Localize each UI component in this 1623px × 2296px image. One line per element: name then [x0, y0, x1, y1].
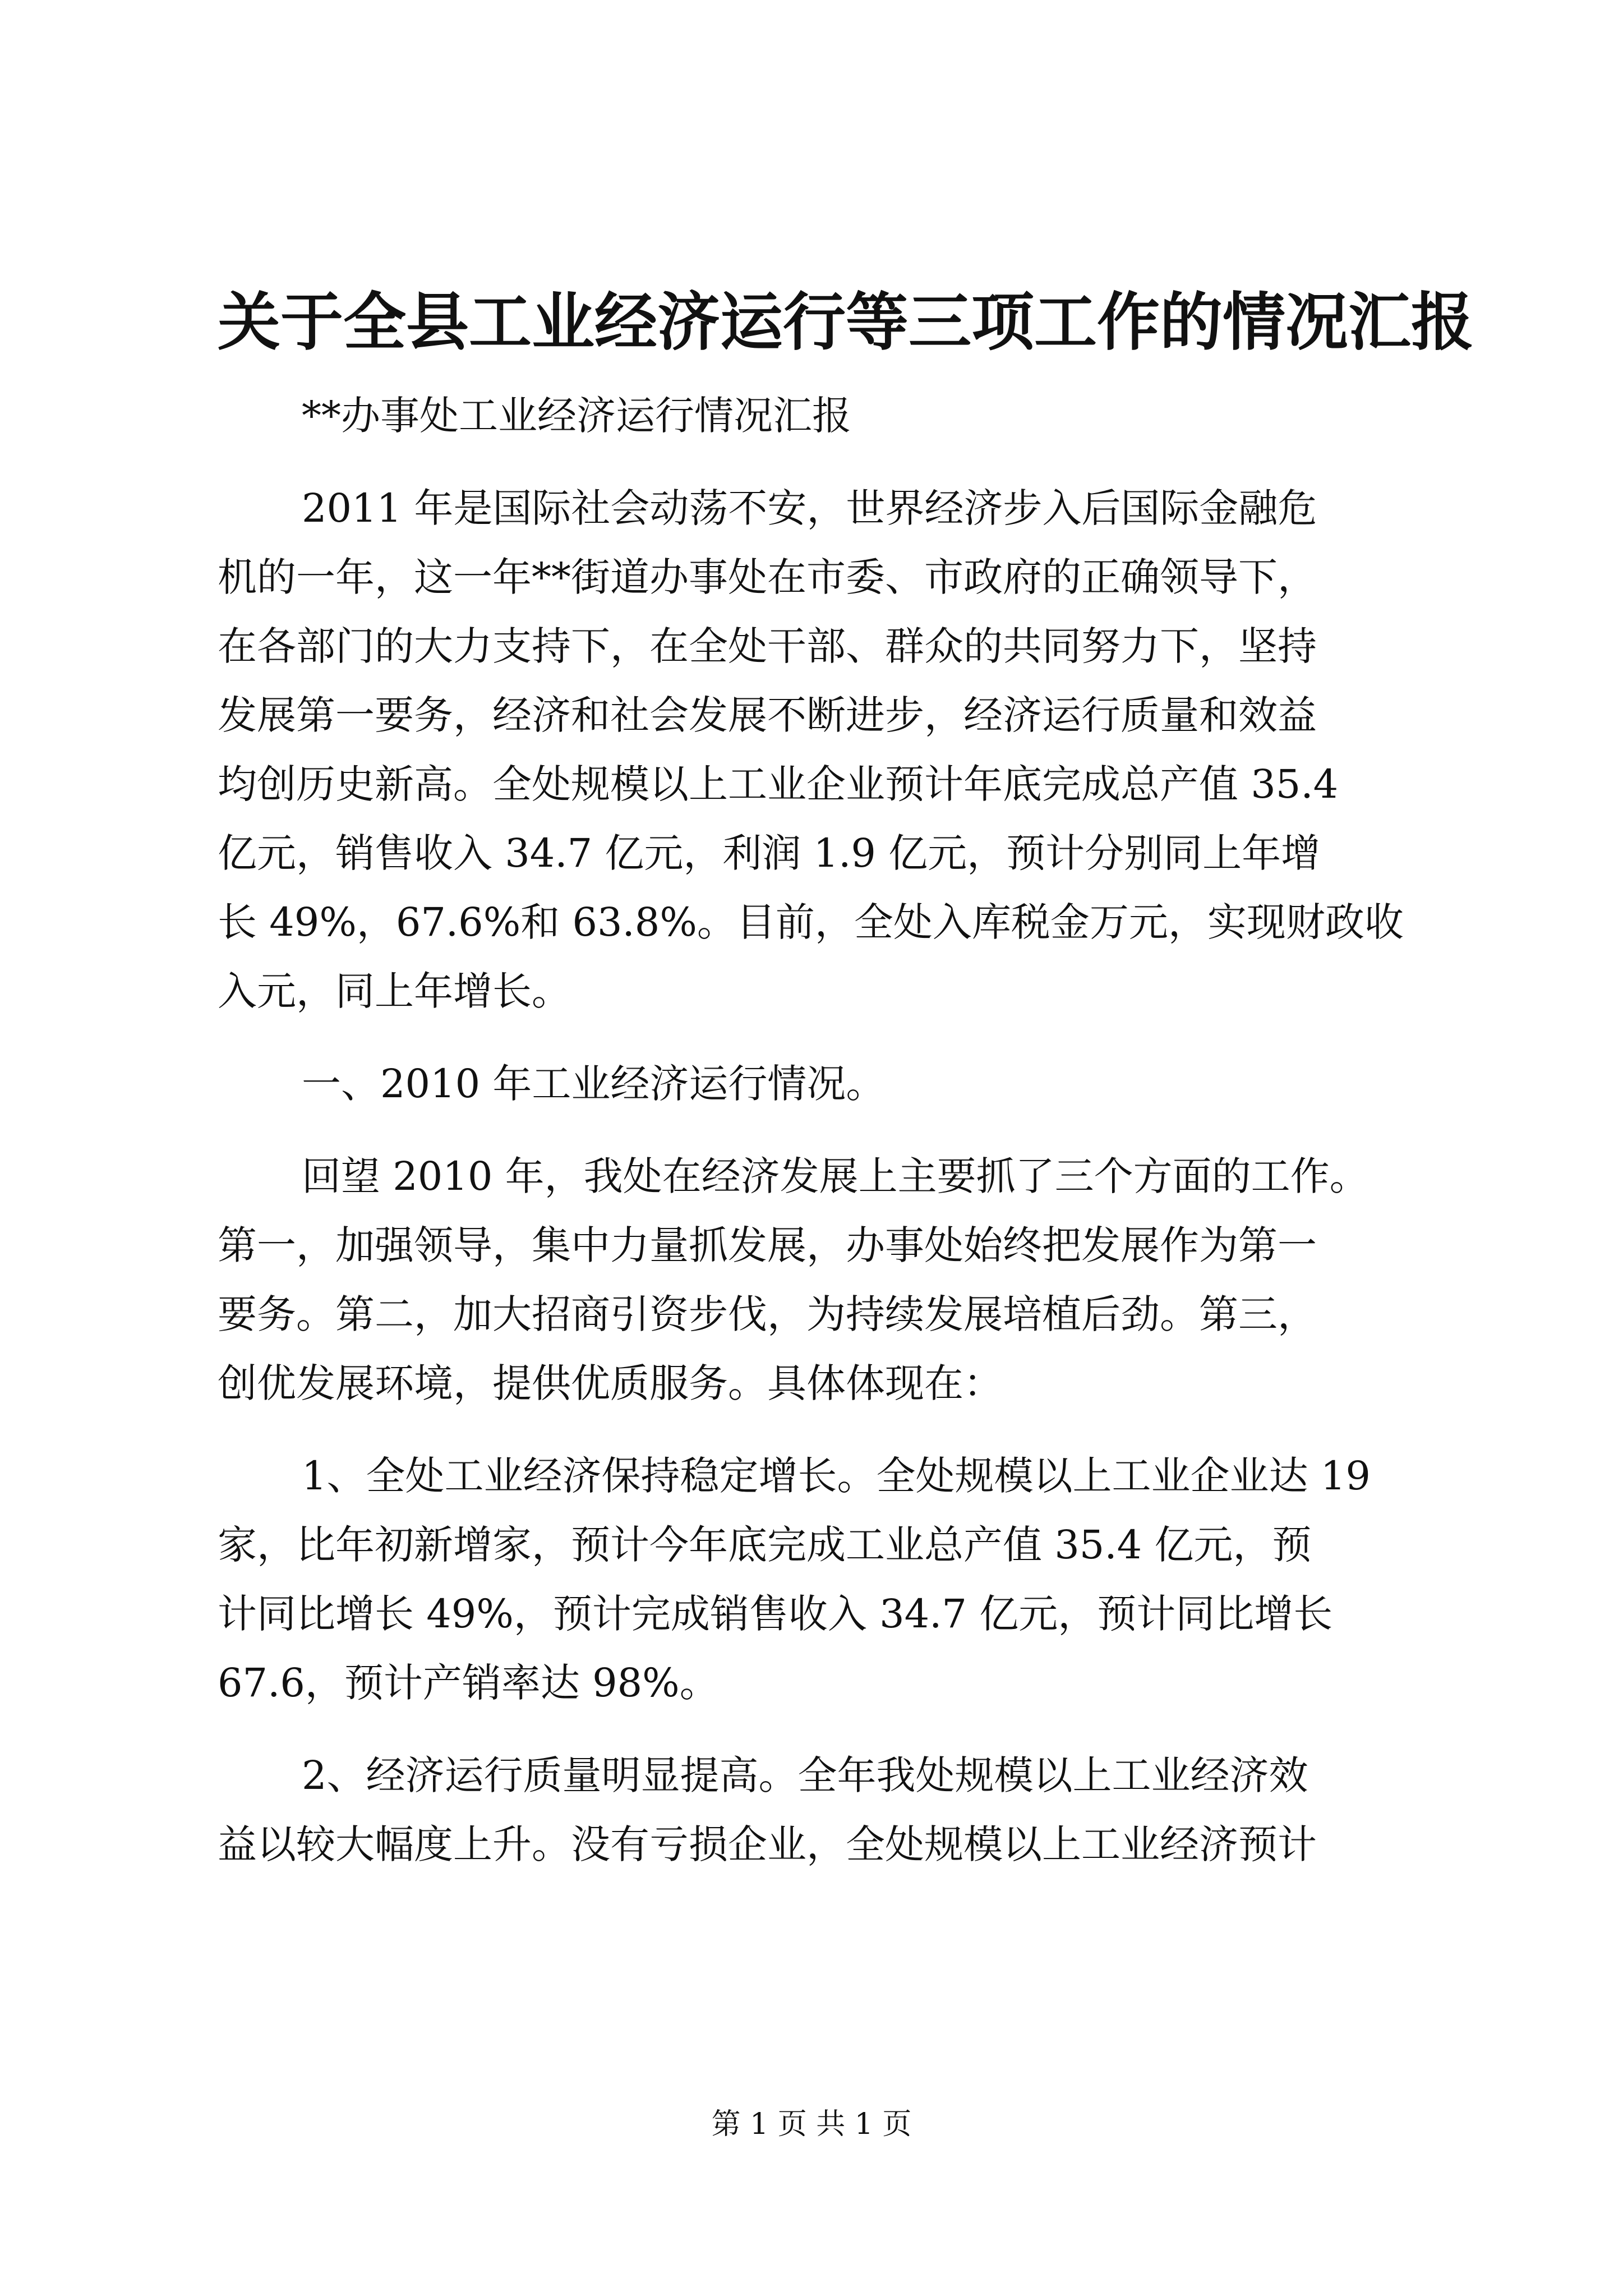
paragraph-line: 回望 2010 年，我处在经济发展上主要抓了三个方面的工作。 [302, 1153, 1369, 1199]
subtitle-line: **办事处工业经济运行情况汇报 [302, 393, 851, 439]
paragraph-line: 均创历史新高。全处规模以上工业企业预计年底完成总产值 35.4 [218, 761, 1339, 807]
document-title: 关于全县工业经济运行等三项工作的情况汇报 [218, 286, 1474, 359]
paragraph-line: 要务。第二，加大招商引资步伐，为持续发展培植后劲。第三， [218, 1291, 1317, 1337]
paragraph-line: 长 49%，67.6%和 63.8%。目前，全处入库税金万元，实现财政收 [218, 899, 1404, 945]
paragraph-line: 2、经济运行质量明显提高。全年我处规模以上工业经济效 [302, 1752, 1308, 1798]
paragraph-line: 创优发展环境，提供优质服务。具体体现在： [218, 1360, 1003, 1406]
paragraph-line: 67.6，预计产销率达 98%。 [218, 1660, 719, 1706]
document-body [218, 381, 1457, 1879]
paragraph-line: 发展第一要务，经济和社会发展不断进步，经济运行质量和效益 [218, 692, 1317, 738]
paragraph-line: 第一，加强领导，集中力量抓发展，办事处始终把发展作为第一 [218, 1222, 1317, 1268]
paragraph-line: 1、全处工业经济保持稳定增长。全处规模以上工业企业达 19 [302, 1453, 1371, 1499]
page-footer: 第 1 页 共 1 页 [711, 2108, 912, 2141]
paragraph-line: 入元，同上年增长。 [218, 968, 571, 1014]
paragraph-line: 家，比年初新增家，预计今年底完成工业总产值 35.4 亿元，预 [218, 1522, 1312, 1568]
paragraph-line: 2011 年是国际社会动荡不安，世界经济步入后国际金融危 [302, 485, 1317, 531]
paragraph-line: 在各部门的大力支持下，在全处干部、群众的共同努力下，坚持 [218, 623, 1317, 669]
paragraph-line: 益以较大幅度上升。没有亏损企业，全处规模以上工业经济预计 [218, 1821, 1317, 1867]
section-heading: 一、2010 年工业经济运行情况。 [302, 1061, 886, 1107]
paragraph-line: 亿元，销售收入 34.7 亿元，利润 1.9 亿元，预计分别同上年增 [218, 830, 1321, 876]
paragraph-line: 机的一年，这一年**街道办事处在市委、市政府的正确领导下， [218, 554, 1317, 600]
paragraph-line: 计同比增长 49%，预计完成销售收入 34.7 亿元，预计同比增长 [218, 1591, 1333, 1637]
